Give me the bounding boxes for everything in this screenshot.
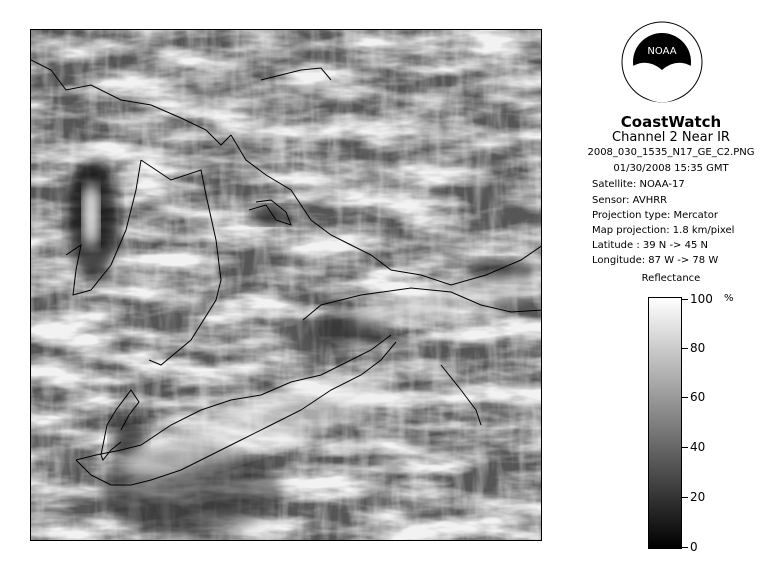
longitude-label: Longitude: 87 W -> 78 W [592,255,719,266]
colorbar-tick-label: 40 [690,440,706,454]
noaa-logo [620,20,704,104]
colorbar-tick [682,497,688,498]
map-projection-label: Map projection: 1.8 km/pixel [592,225,735,236]
satellite-label: Satellite: NOAA-17 [592,179,685,190]
satellite-map[interactable] [30,29,542,541]
colorbar-unit: % [724,293,734,304]
colorbar-tick-label: 100 [690,292,713,306]
satellite-image [31,30,542,541]
image-datetime: 01/30/2008 15:35 GMT [613,163,729,174]
colorbar-tick [682,447,688,448]
colorbar-tick [682,547,688,548]
projection-type-label: Projection type: Mercator [592,210,718,221]
colorbar-tick-label: 20 [690,490,706,504]
bright-cloud-michigan [83,183,99,247]
channel-subtitle: Channel 2 Near IR [612,130,730,145]
latitude-label: Latitude : 39 N -> 45 N [592,240,708,251]
panel-title: CoastWatch [620,113,722,131]
colorbar-tick [682,299,688,300]
colorbar-tick-label: 60 [690,390,706,404]
reflectance-colorbar [648,297,682,549]
colorbar-title: Reflectance [641,273,701,284]
sensor-label: Sensor: AVHRR [592,195,668,206]
colorbar-tick-label: 0 [690,540,698,554]
colorbar-tick [682,348,688,349]
colorbar-tick-label: 80 [690,341,706,355]
image-filename: 2008_030_1535_N17_GE_C2.PNG [587,147,755,158]
logo-text: NOAA [647,46,677,57]
colorbar-tick [682,397,688,398]
